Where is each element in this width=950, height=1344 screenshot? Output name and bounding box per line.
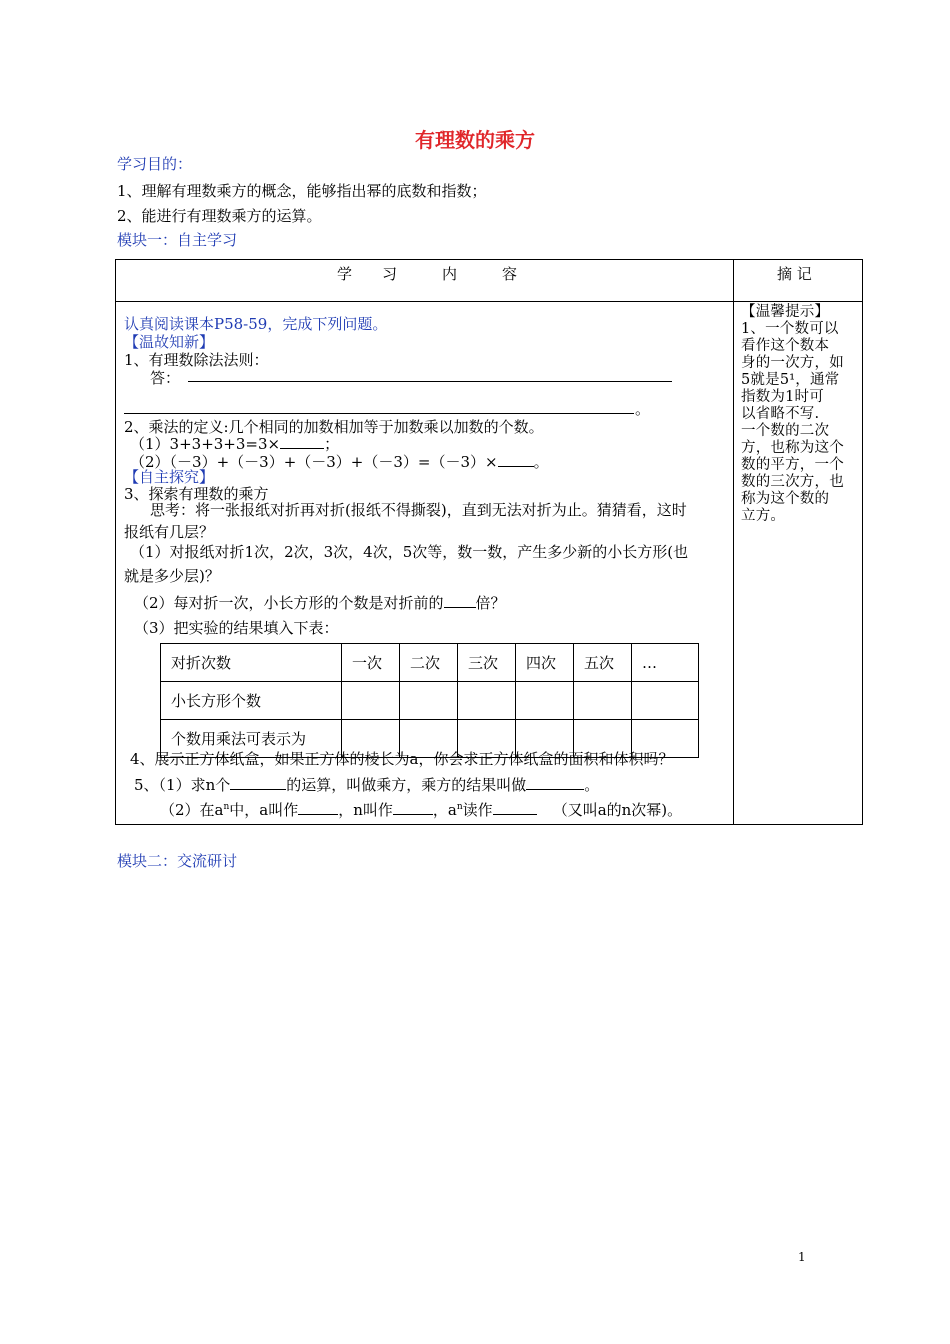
notes-line: 数的三次方，也 [741, 474, 844, 490]
page-number: 1 [798, 1250, 806, 1264]
question-4: 4、展示正方体纸盒，如果正方体的棱长为a，你会求正方体纸盒的面积和体积吗？ [130, 750, 674, 768]
goal-2: 2、能进行有理数乘方的运算。 [117, 207, 322, 225]
table-cell[interactable] [400, 682, 458, 720]
question-5-part-1: 5、（1）求n个 的运算，叫做乘方，乘方的结果叫做 。 [134, 776, 600, 794]
answer-line-1 [188, 381, 672, 382]
table-header-content: 学 习 内 容 [337, 265, 518, 283]
explore-label: 【自主探究】 [124, 468, 215, 486]
table-divider-horizontal [116, 301, 862, 302]
table-row [161, 644, 699, 682]
notes-line: 方，也称为这个 [741, 440, 844, 456]
notes-label: 【温馨提示】 [741, 304, 830, 320]
question-1: 1、有理数除法法则： [124, 351, 269, 369]
question-2-part-1: （1）3+3+3+3=3× ； [130, 435, 340, 453]
answer-line-2 [124, 413, 634, 414]
sub-question-3: （3）把实验的结果填入下表： [134, 619, 339, 637]
sub-question-2: （2）每对折一次，小长方形的个数是对折前的 倍？ [134, 594, 506, 612]
table-column-header: 三次 [458, 644, 516, 682]
notes-line: 一个数的二次 [741, 423, 830, 439]
table-column-header: 一次 [342, 644, 400, 682]
review-label: 【温故知新】 [124, 333, 215, 351]
think-line-2: 报纸有几层？ [124, 523, 215, 541]
notes-line: 5就是5¹，通常 [741, 372, 840, 388]
table-cell[interactable] [342, 682, 400, 720]
table-row-label: 对折次数 [161, 644, 342, 682]
page-title: 有理数的乘方 [415, 128, 535, 152]
module2-heading: 模块二：交流研讨 [117, 852, 238, 870]
reading-instruction: 认真阅读课本P58-59，完成下列问题。 [124, 315, 388, 333]
goals-heading: 学习目的： [117, 155, 193, 173]
table-row [161, 682, 699, 720]
goal-1: 1、理解有理数乘方的概念，能够指出幂的底数和指数； [117, 182, 487, 200]
table-cell[interactable] [458, 682, 516, 720]
question-3: 3、探索有理数的乘方 [124, 485, 269, 503]
notes-line: 称为这个数的 [741, 491, 830, 507]
table-column-header: 四次 [516, 644, 574, 682]
notes-line: 1、一个数可以 [741, 321, 839, 337]
table-column-header: … [632, 644, 699, 682]
table-column-header: 二次 [400, 644, 458, 682]
notes-line: 身的一次方，如 [741, 355, 844, 371]
module1-heading: 模块一：自主学习 [117, 231, 238, 249]
experiment-table [160, 643, 699, 758]
question-2-part-2: （2）（－3）+（－3）+（－3）+（－3）=（－3）× 。 [130, 453, 549, 471]
notes-line: 数的平方，一个 [741, 457, 844, 473]
table-row-label: 小长方形个数 [161, 682, 342, 720]
question-1-answer-label: 答： [150, 369, 181, 387]
question-2: 2、乘法的定义:几个相同的加数相加等于加数乘以加数的个数。 [124, 418, 544, 436]
table-cell[interactable] [574, 682, 632, 720]
table-header-notes: 摘 记 [777, 265, 812, 283]
notes-line: 看作这个数本 [741, 338, 830, 354]
notes-line: 以省略不写. [741, 406, 820, 422]
sub-question-1-line-2: 就是多少层)？ [124, 567, 220, 585]
table-row-label: 个数用乘法可表示为 [161, 720, 342, 758]
think-line-1: 思考：将一张报纸对折再对折(报纸不得撕裂)，直到无法对折为止。猜猜看，这时 [150, 501, 687, 519]
sub-question-1-line-1: （1）对报纸对折1次，2次，3次，4次，5次等，数一数，产生多少新的小长方形(也 [130, 543, 689, 561]
answer-line-period: 。 [635, 400, 651, 418]
notes-line: 立方。 [741, 508, 786, 524]
table-column-header: 五次 [574, 644, 632, 682]
notes-line: 指数为1时可 [741, 389, 824, 405]
table-cell[interactable] [516, 682, 574, 720]
question-5-part-2: （2）在$a^n$中，a叫作 ，n叫作 ，$a^n$读作 （又叫a的n次幂)。 [160, 801, 683, 819]
table-cell[interactable] [632, 682, 699, 720]
table-divider-vertical [733, 260, 734, 824]
